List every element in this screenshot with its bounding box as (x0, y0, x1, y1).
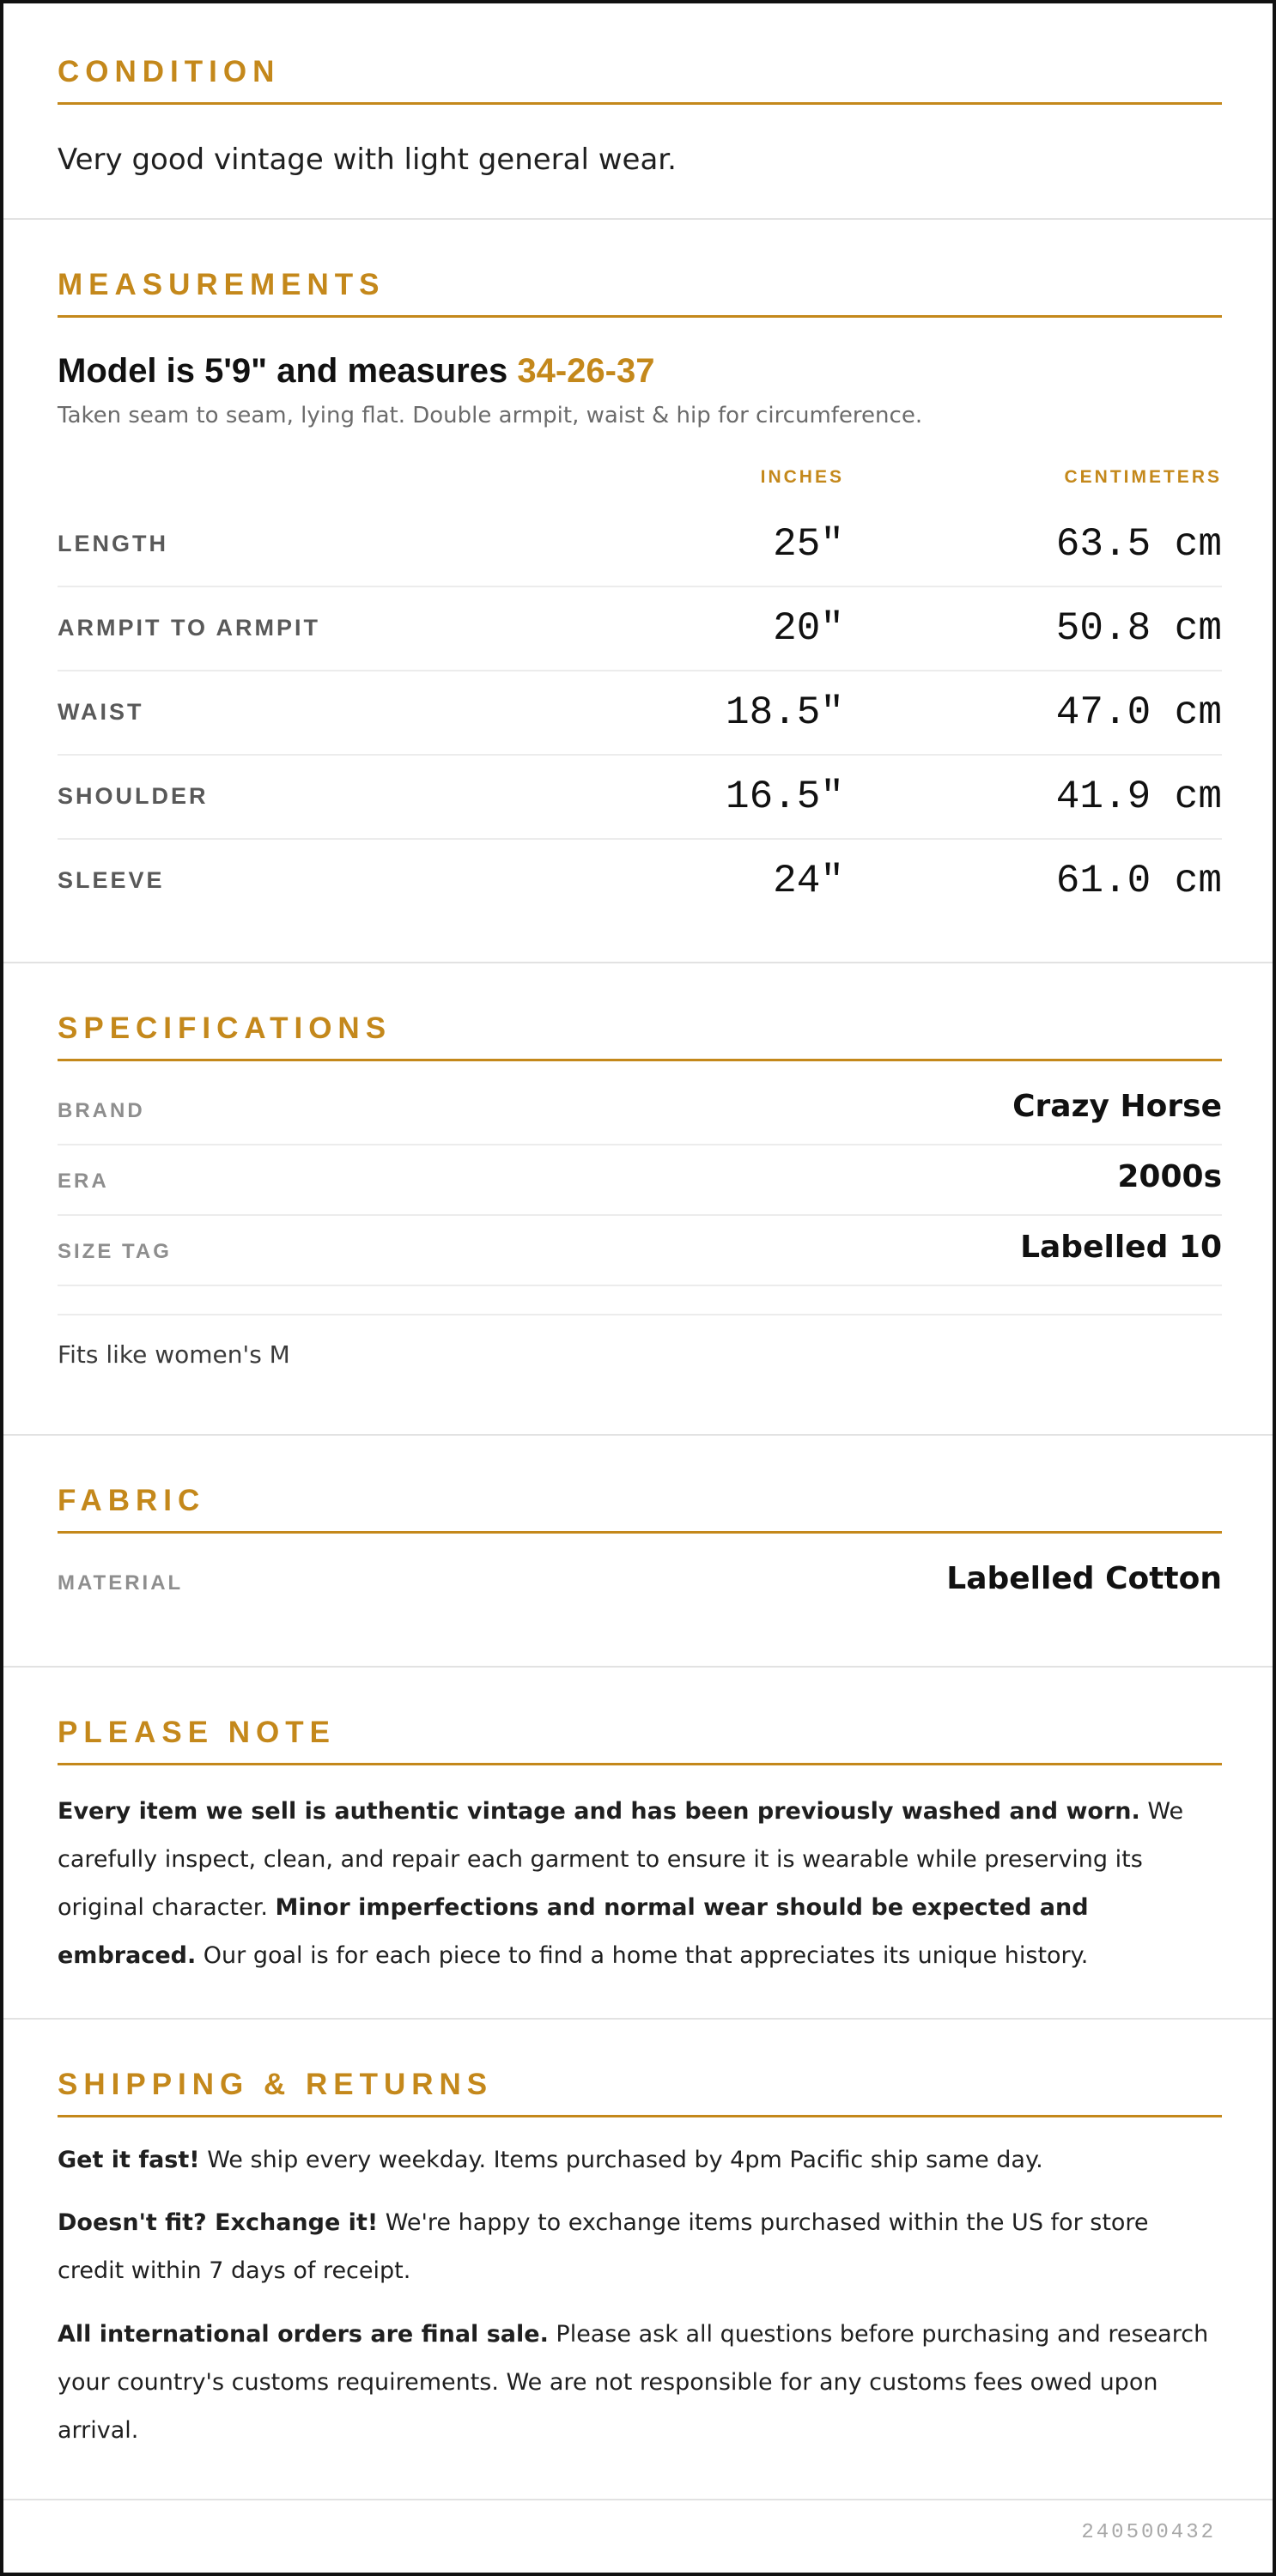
fabric-heading: FABRIC (58, 1484, 206, 1517)
measurement-label: SLEEVE (58, 867, 165, 893)
centimeters-column-header: CENTIMETERS (1064, 467, 1222, 487)
fabric-row-material (58, 1547, 1222, 1618)
note-paragraph (58, 1788, 1222, 1980)
model-info (58, 350, 1222, 392)
measurement-label: LENGTH (58, 531, 168, 556)
measurement-row-armpit (58, 587, 1222, 671)
fabric-section (3, 1436, 1273, 1668)
spec-label: BRAND (58, 1099, 145, 1122)
note-divider (58, 1763, 1222, 1765)
spec-row-brand (58, 1075, 1222, 1145)
specifications-heading: SPECIFICATIONS (58, 1012, 392, 1045)
measurement-inches: 18.5" (725, 690, 844, 735)
note-bold-imperfections: Minor imperfections and normal wear should be expected and embraced. (58, 1894, 1089, 1969)
spec-separator (58, 1314, 1222, 1315)
specifications-divider (58, 1059, 1222, 1061)
fit-note: Fits like women's M (58, 1340, 290, 1369)
note-text-inspect: We carefully inspect, clean, and repair each garment to ensure it is wearable while preserving its original character. (58, 1798, 1184, 1921)
measurement-label: WAIST (58, 699, 144, 725)
note-heading: PLEASE NOTE (58, 1716, 336, 1749)
measurement-row-sleeve (58, 840, 1222, 924)
shipping-bold-international: All international orders are final sale. (58, 2321, 549, 2348)
shipping-text-exchange: We're happy to exchange items purchased within the US for store credit within 7 days of receipt. (58, 2209, 1149, 2284)
spec-label: ERA (58, 1170, 109, 1193)
inches-column-header: INCHES (760, 467, 844, 487)
spec-value: 2000s (1117, 1159, 1222, 1194)
shipping-text-fast: We ship every weekday. Items purchased by 4pm Pacific ship same day. (199, 2147, 1043, 2173)
spec-value: Crazy Horse (1012, 1089, 1222, 1124)
measurement-row-waist (58, 671, 1222, 756)
measurement-centimeters: 47.0 cm (1055, 690, 1222, 735)
spec-value: Labelled 10 (1020, 1230, 1222, 1265)
measurement-inches: 24" (773, 859, 844, 903)
fabric-value: Labelled Cotton (946, 1561, 1222, 1596)
shipping-bold-fast: Get it fast! (58, 2147, 200, 2173)
condition-section (3, 3, 1273, 220)
measurement-inches: 20" (773, 606, 844, 651)
spec-row-era (58, 1145, 1222, 1216)
measurement-centimeters: 61.0 cm (1055, 859, 1222, 903)
measurement-row-shoulder (58, 756, 1222, 840)
measurement-inches: 25" (773, 522, 844, 567)
model-info-text: Model is 5'9" and measures (58, 352, 518, 390)
condition-divider (58, 102, 1222, 105)
measurement-centimeters: 41.9 cm (1055, 775, 1222, 819)
spec-label: SIZE TAG (58, 1240, 172, 1263)
condition-heading: CONDITION (58, 55, 281, 88)
measurements-section (3, 220, 1273, 963)
shipping-bold-exchange: Doesn't fit? Exchange it! (58, 2209, 379, 2236)
model-measurements: 34-26-37 (517, 352, 655, 390)
shipping-divider (58, 2115, 1222, 2117)
shipping-text-international: Please ask all questions before purchasing and research your country's customs requirements. We are not responsible for any customs fees owed upon arrival. (58, 2321, 1209, 2444)
note-bold-authentic: Every item we sell is authentic vintage and has been previously washed and worn. (58, 1798, 1140, 1825)
fabric-label: MATERIAL (58, 1571, 184, 1595)
measurements-heading: MEASUREMENTS (58, 268, 386, 301)
shipping-paragraph-exchange (58, 2199, 1222, 2295)
note-text-goal: Our goal is for each piece to find a home that appreciates its unique history. (196, 1942, 1089, 1969)
measurement-note: Taken seam to seam, lying flat. Double armpit, waist & hip for circumference. (58, 403, 923, 428)
measurements-divider (58, 315, 1222, 318)
measurement-label: ARMPIT TO ARMPIT (58, 615, 320, 641)
item-id: 240500432 (1081, 2521, 1216, 2544)
measurement-centimeters: 50.8 cm (1055, 606, 1222, 651)
shipping-section (3, 2020, 1273, 2500)
note-section (3, 1668, 1273, 2020)
measurement-label: SHOULDER (58, 783, 209, 809)
condition-text: Very good vintage with light general wear. (58, 143, 677, 177)
specifications-section (3, 963, 1273, 1436)
measurement-row-length (58, 503, 1222, 587)
measurement-inches: 16.5" (725, 775, 844, 819)
shipping-paragraph-international (58, 2311, 1222, 2455)
spec-row-size-tag (58, 1216, 1222, 1286)
shipping-heading: SHIPPING & RETURNS (58, 2068, 494, 2101)
fabric-divider (58, 1531, 1222, 1534)
measurement-centimeters: 63.5 cm (1055, 522, 1222, 567)
shipping-paragraph-fast (58, 2136, 1222, 2184)
